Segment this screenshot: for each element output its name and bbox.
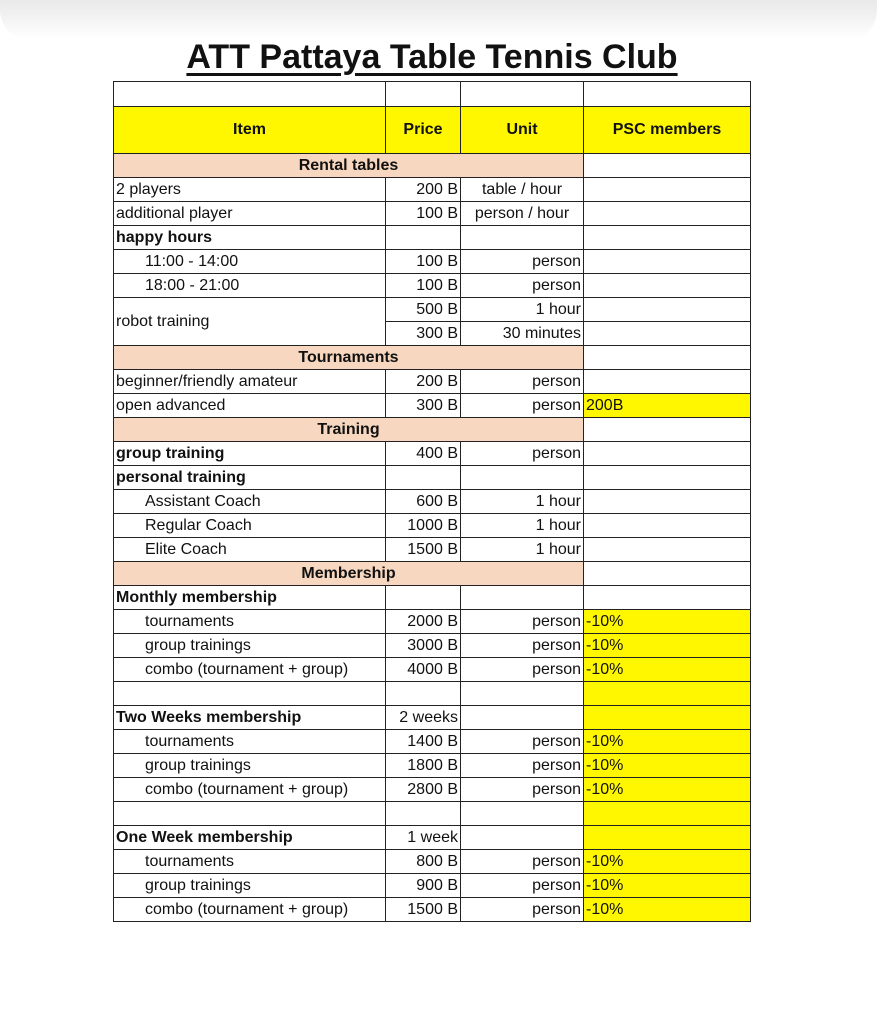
unit-cell: person xyxy=(461,874,584,898)
unit-cell: person xyxy=(461,898,584,922)
section-row xyxy=(114,346,751,370)
price-cell: 400 B xyxy=(386,442,461,466)
unit-cell: person xyxy=(461,658,584,682)
unit-cell: 1 hour xyxy=(461,490,584,514)
unit-cell: table / hour xyxy=(461,178,584,202)
table-row xyxy=(114,634,751,658)
item-cell: beginner/friendly amateur xyxy=(114,370,386,394)
header-psc: PSC members xyxy=(584,107,751,154)
table-row xyxy=(114,898,751,922)
section-training: Training xyxy=(114,418,584,442)
unit-cell: person / hour xyxy=(461,202,584,226)
price-cell: 300 B xyxy=(386,394,461,418)
psc-cell: -10% xyxy=(584,610,751,634)
table-row xyxy=(114,514,751,538)
table-row xyxy=(114,778,751,802)
item-cell: robot training xyxy=(114,298,386,346)
price-cell: 1500 B xyxy=(386,538,461,562)
unit-cell: person xyxy=(461,370,584,394)
item-cell: happy hours xyxy=(114,226,386,250)
item-cell: 18:00 - 21:00 xyxy=(114,274,386,298)
table-row xyxy=(114,370,751,394)
table-row xyxy=(114,754,751,778)
section-row xyxy=(114,154,751,178)
price-table xyxy=(113,81,751,922)
table-row xyxy=(114,658,751,682)
unit-cell: person xyxy=(461,754,584,778)
unit-cell: person xyxy=(461,778,584,802)
unit-cell: person xyxy=(461,730,584,754)
price-cell: 2800 B xyxy=(386,778,461,802)
table-row xyxy=(114,394,751,418)
item-cell: One Week membership xyxy=(114,826,386,850)
item-cell: group trainings xyxy=(114,634,386,658)
section-membership: Membership xyxy=(114,562,584,586)
item-cell: group training xyxy=(114,442,386,466)
price-cell: 900 B xyxy=(386,874,461,898)
psc-cell: -10% xyxy=(584,874,751,898)
table-row xyxy=(114,82,751,107)
price-cell: 100 B xyxy=(386,274,461,298)
item-cell: 11:00 - 14:00 xyxy=(114,250,386,274)
psc-cell: -10% xyxy=(584,730,751,754)
unit-cell: person xyxy=(461,250,584,274)
header-row xyxy=(114,107,751,154)
item-cell: open advanced xyxy=(114,394,386,418)
price-cell: 600 B xyxy=(386,490,461,514)
item-cell: additional player xyxy=(114,202,386,226)
item-cell: 2 players xyxy=(114,178,386,202)
section-rental: Rental tables xyxy=(114,154,584,178)
price-cell: 300 B xyxy=(386,322,461,346)
unit-cell: 1 hour xyxy=(461,298,584,322)
psc-cell: -10% xyxy=(584,658,751,682)
table-row xyxy=(114,586,751,610)
table-row xyxy=(114,850,751,874)
item-cell: Assistant Coach xyxy=(114,490,386,514)
item-cell: combo (tournament + group) xyxy=(114,898,386,922)
section-tournaments: Tournaments xyxy=(114,346,584,370)
table-row xyxy=(114,730,751,754)
top-shadow xyxy=(0,0,877,40)
item-cell: tournaments xyxy=(114,850,386,874)
table-row xyxy=(114,706,751,730)
item-cell: personal training xyxy=(114,466,386,490)
table-row xyxy=(114,538,751,562)
table-row xyxy=(114,682,751,706)
item-cell: Regular Coach xyxy=(114,514,386,538)
psc-cell: 200B xyxy=(584,394,751,418)
unit-cell: person xyxy=(461,394,584,418)
price-cell: 4000 B xyxy=(386,658,461,682)
table-row xyxy=(114,610,751,634)
price-cell: 1000 B xyxy=(386,514,461,538)
unit-cell: person xyxy=(461,442,584,466)
table-row xyxy=(114,874,751,898)
psc-cell: -10% xyxy=(584,754,751,778)
price-cell: 100 B xyxy=(386,202,461,226)
header-unit: Unit xyxy=(461,107,584,154)
header-price: Price xyxy=(386,107,461,154)
table-row xyxy=(114,298,751,322)
price-cell: 200 B xyxy=(386,370,461,394)
item-cell: group trainings xyxy=(114,874,386,898)
item-cell: Two Weeks membership xyxy=(114,706,386,730)
item-cell: Elite Coach xyxy=(114,538,386,562)
price-cell: 1500 B xyxy=(386,898,461,922)
header-item: Item xyxy=(114,107,386,154)
unit-cell: 1 hour xyxy=(461,538,584,562)
table-row xyxy=(114,202,751,226)
price-cell: 100 B xyxy=(386,250,461,274)
price-cell: 1 week xyxy=(386,826,461,850)
item-cell: tournaments xyxy=(114,730,386,754)
item-cell: group trainings xyxy=(114,754,386,778)
item-cell: combo (tournament + group) xyxy=(114,658,386,682)
psc-cell: -10% xyxy=(584,634,751,658)
psc-cell: -10% xyxy=(584,898,751,922)
price-cell: 1400 B xyxy=(386,730,461,754)
price-cell: 1800 B xyxy=(386,754,461,778)
table-row xyxy=(114,226,751,250)
page-title: ATT Pattaya Table Tennis Club xyxy=(186,38,678,76)
table-row xyxy=(114,250,751,274)
table-row xyxy=(114,442,751,466)
price-cell: 2000 B xyxy=(386,610,461,634)
price-cell: 800 B xyxy=(386,850,461,874)
psc-cell: -10% xyxy=(584,778,751,802)
unit-cell: 1 hour xyxy=(461,514,584,538)
table-row xyxy=(114,178,751,202)
price-cell: 3000 B xyxy=(386,634,461,658)
section-row xyxy=(114,562,751,586)
item-cell: Monthly membership xyxy=(114,586,386,610)
unit-cell: person xyxy=(461,634,584,658)
table-row xyxy=(114,466,751,490)
table-row xyxy=(114,490,751,514)
table-row xyxy=(114,802,751,826)
price-cell: 200 B xyxy=(386,178,461,202)
item-cell: combo (tournament + group) xyxy=(114,778,386,802)
price-cell: 500 B xyxy=(386,298,461,322)
price-cell: 2 weeks xyxy=(386,706,461,730)
unit-cell: 30 minutes xyxy=(461,322,584,346)
table-row xyxy=(114,826,751,850)
psc-cell: -10% xyxy=(584,850,751,874)
item-cell: tournaments xyxy=(114,610,386,634)
unit-cell: person xyxy=(461,850,584,874)
unit-cell: person xyxy=(461,610,584,634)
section-row xyxy=(114,418,751,442)
unit-cell: person xyxy=(461,274,584,298)
table-row xyxy=(114,274,751,298)
